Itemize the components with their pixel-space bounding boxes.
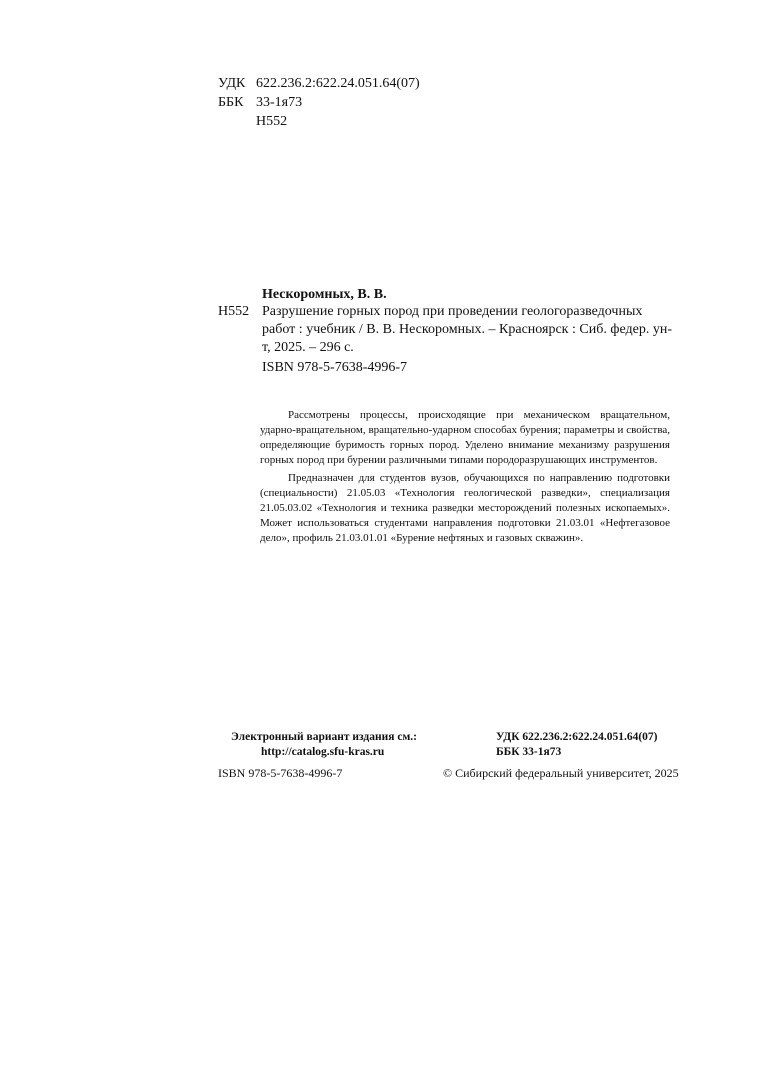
udk-label: УДК	[218, 76, 246, 91]
footer-udk: УДК 622.236.2:622.24.051.64(07)	[496, 731, 658, 743]
footer-isbn: ISBN 978-5-7638-4996-7	[218, 766, 343, 780]
entry-first-line	[218, 303, 672, 321]
electronic-label: Электронный вариант издания см.:	[231, 731, 417, 743]
footer-codes	[496, 730, 658, 760]
author-mark: Н552	[256, 114, 288, 129]
udk-row	[218, 74, 420, 93]
bbk-label: ББК	[218, 95, 244, 110]
classification-codes	[218, 74, 420, 131]
bbk-value: 33-1я73	[256, 95, 303, 110]
author-heading: Нескоромных, В. В.	[262, 287, 387, 302]
bibliographic-entry	[218, 303, 672, 377]
bbk-row	[218, 93, 420, 112]
abstract-paragraph-2: Предназначен для студентов вузов, обучающихся по направлению подготовки (специальности) 21.05.03 «Технология геологической разведки», специализация 21.05.03.02 «Технология и техника разведки месторождений полезных ископаемых». Может использоваться студентами направления подготовки 21.03.01 «Нефтегазовое дело», профиль 21.03.01.01 «Бурение нефтяных и газовых скважин».	[260, 472, 670, 544]
description-line1: Разрушение горных пород при проведении геологоразведочных	[262, 304, 643, 319]
udk-value: 622.236.2:622.24.051.64(07)	[256, 76, 420, 91]
class-mark: Н552	[218, 304, 250, 319]
abstract-paragraph-1: Рассмотрены процессы, происходящие при механическом вращательном, ударно-вращательном, вращательно-ударном способах бурения; параметры и свойства, определяющие буримость горных пород. Уделено внимание механизму разрушения горных пород при бурении различными типами породоразрушающих инструментов.	[260, 409, 670, 466]
electronic-url: http://catalog.sfu-kras.ru	[261, 746, 385, 758]
entry-isbn: ISBN 978-5-7638-4996-7	[262, 360, 408, 375]
description-rest: работ : учебник / В. В. Нескоромных. – Красноярск : Сиб. федер. ун-т, 2025. – 296 с.	[262, 322, 672, 355]
copyright: © Сибирский федеральный университет, 2025	[443, 766, 679, 780]
abstract	[260, 408, 670, 549]
electronic-version-block	[231, 730, 417, 760]
footer-bbk: ББК 33-1я73	[496, 746, 562, 758]
